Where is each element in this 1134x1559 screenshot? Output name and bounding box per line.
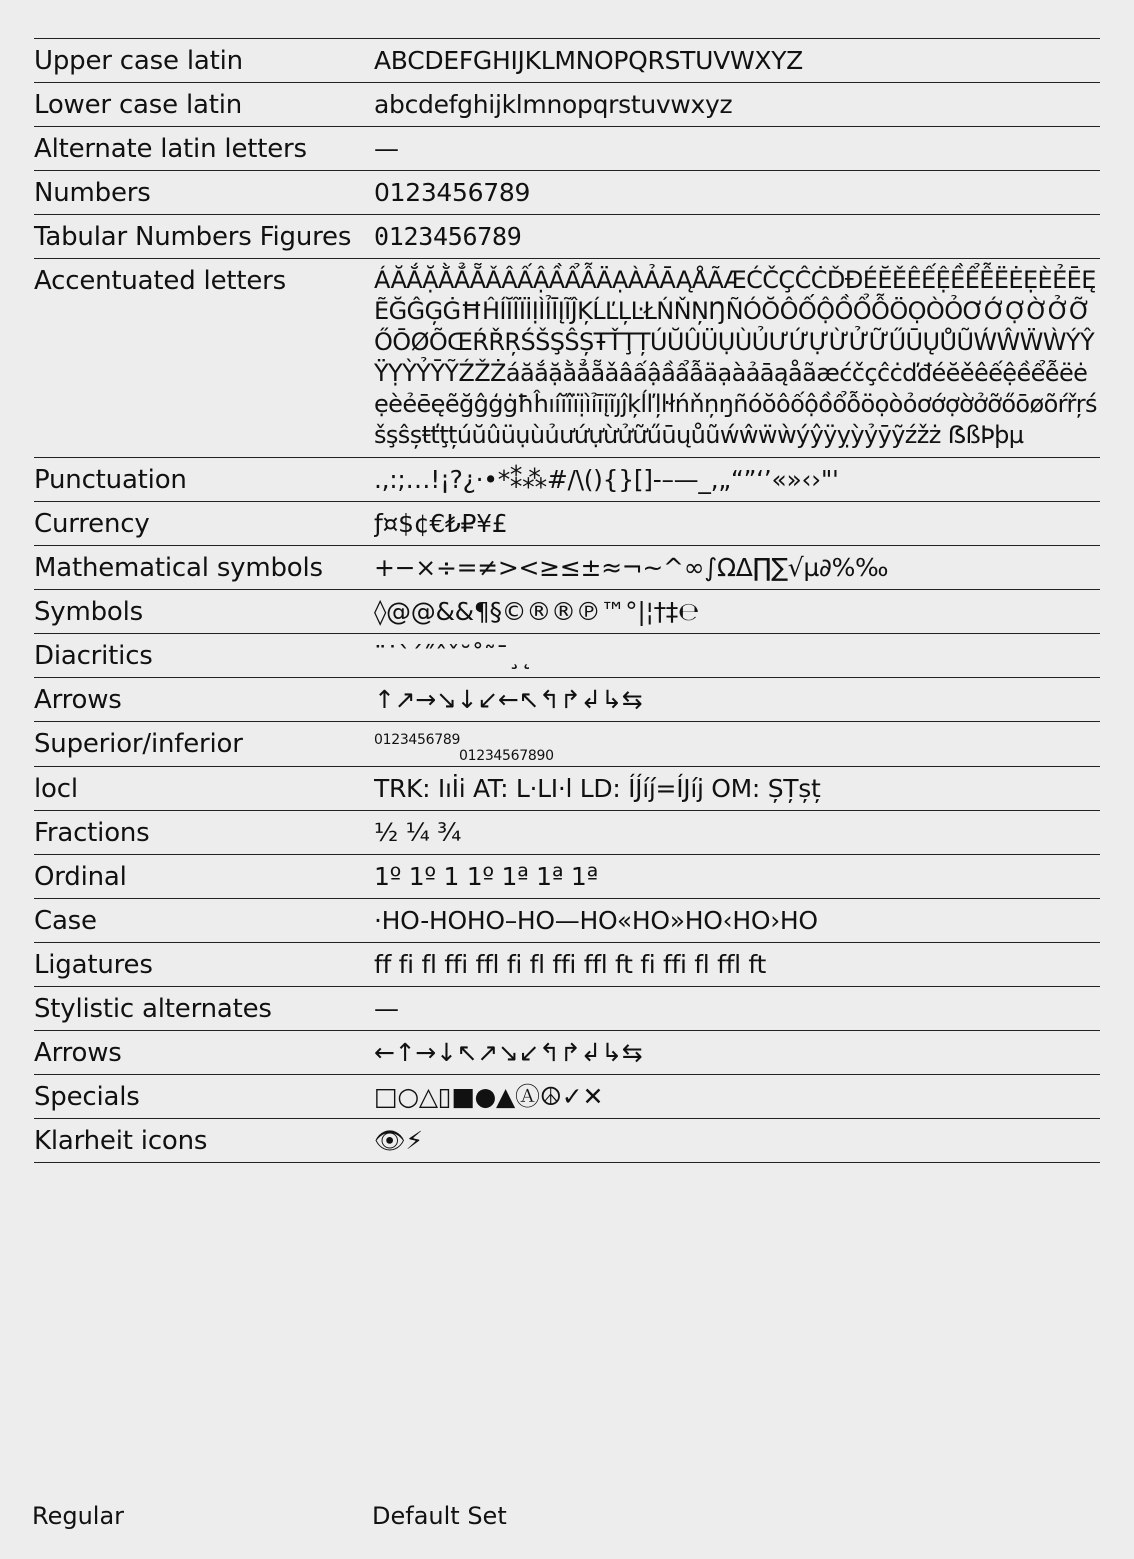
row-value: +−×÷=≠><≥≤±≈¬~^∞∫ΩΔ∏∑√µ∂%‰ bbox=[374, 553, 889, 582]
row-label: Numbers bbox=[34, 178, 151, 208]
row-label: locl bbox=[34, 774, 78, 804]
row-arrows-2 bbox=[34, 1030, 1100, 1074]
row-arrows bbox=[34, 677, 1100, 721]
row-value: 1º 1º 1 1º 1ª 1ª 1ª bbox=[374, 862, 598, 891]
row-case bbox=[34, 898, 1100, 942]
row-alternate-latin bbox=[34, 126, 1100, 170]
row-value: abcdefghijklmnopqrstuvwxyz bbox=[374, 90, 733, 119]
superior-figures: 0123456789 bbox=[374, 732, 461, 748]
row-value: ƒ¤$¢€₺₽¥£ bbox=[374, 509, 508, 538]
row-label: Lower case latin bbox=[34, 90, 243, 120]
row-label: Tabular Numbers Figures bbox=[34, 222, 352, 252]
character-set-name: Default Set bbox=[372, 1502, 507, 1530]
row-math bbox=[34, 545, 1100, 589]
row-label: Ligatures bbox=[34, 950, 153, 980]
row-punctuation bbox=[34, 457, 1100, 501]
row-value: TRK: Iıİi AT: L·LI·l LD: ÍJ́íj́=ÍJíj OM: ȘȚșț bbox=[374, 774, 821, 803]
glyph-table bbox=[34, 38, 1100, 1163]
row-label: Specials bbox=[34, 1082, 140, 1112]
row-value: ·HO-HOHO–HO—HO«HO»HO‹HO›HO bbox=[374, 906, 818, 935]
row-label: Upper case latin bbox=[34, 46, 243, 76]
row-label: Symbols bbox=[34, 597, 143, 627]
row-label: Ordinal bbox=[34, 862, 127, 892]
row-value bbox=[374, 722, 1100, 766]
row-value: □○△▯■●▲Ⓐ☮✓✕ bbox=[374, 1082, 604, 1111]
row-label: Fractions bbox=[34, 818, 150, 848]
row-fractions bbox=[34, 810, 1100, 854]
row-value: .,:;…!¡?¿·•*⁑⁂#/\(){}[]-–—_‚„“”‘’«»‹›"' bbox=[374, 465, 839, 494]
row-value: — bbox=[374, 994, 399, 1023]
row-symbols bbox=[34, 589, 1100, 633]
row-upper-case bbox=[34, 38, 1100, 82]
row-ordinal bbox=[34, 854, 1100, 898]
row-value: ↑↗→↘↓↙←↖↰↱↲↳⇆ bbox=[374, 685, 643, 714]
row-label: Klarheit icons bbox=[34, 1126, 208, 1156]
row-stylistic-alternates bbox=[34, 986, 1100, 1030]
row-locl bbox=[34, 766, 1100, 810]
row-klarheit-icons bbox=[34, 1118, 1100, 1163]
row-numbers bbox=[34, 170, 1100, 214]
row-label: Punctuation bbox=[34, 465, 187, 495]
row-value: 👁⚡ bbox=[374, 1126, 423, 1155]
font-weight-name: Regular bbox=[32, 1502, 125, 1530]
row-value: ff fi fl ffi ffl fi fl ffi ffl ft fi ffi fl ffl ft bbox=[374, 950, 766, 979]
row-value: ½ ¼ ¾ bbox=[374, 818, 462, 847]
row-accentuated bbox=[34, 258, 1100, 457]
row-label: Superior/inferior bbox=[34, 729, 243, 759]
row-lower-case bbox=[34, 82, 1100, 126]
footer bbox=[32, 1502, 1100, 1530]
row-label: Arrows bbox=[34, 1038, 122, 1068]
row-ligatures bbox=[34, 942, 1100, 986]
row-specials bbox=[34, 1074, 1100, 1118]
row-label: Stylistic alternates bbox=[34, 994, 272, 1024]
row-tabular-numbers bbox=[34, 214, 1100, 258]
row-label: Case bbox=[34, 906, 97, 936]
row-label: Diacritics bbox=[34, 641, 153, 671]
row-label: Arrows bbox=[34, 685, 122, 715]
row-value: — bbox=[374, 134, 399, 163]
row-label: Mathematical symbols bbox=[34, 553, 323, 583]
row-value: ¨˙`´˝ˆˇ˘˚˜¯¸˛ bbox=[374, 641, 533, 670]
row-value: 0123456789 bbox=[374, 222, 522, 251]
row-superior-inferior bbox=[34, 721, 1100, 766]
row-value: ABCDEFGHIJKLMNOPQRSTUVWXYZ bbox=[374, 46, 803, 75]
row-currency bbox=[34, 501, 1100, 545]
row-label: Currency bbox=[34, 509, 150, 539]
row-value: ◊@@&&¶§©®®℗™°|¦†‡℮ bbox=[374, 597, 700, 626]
inferior-figures: 01234567890 bbox=[459, 748, 554, 764]
row-value: ←↑→↓↖↗↘↙↰↱↲↳⇆ bbox=[374, 1038, 643, 1067]
row-value: ÁĂẮẶẰẲẴǍÂẤẬẦẨẪÄẠÀẢĀĄÅÃÆĆČÇĈĊĎĐÉĔĚÊẾỆỀỂỄËĖẸÈẺĒĘẼĞĜĢĠĦĤÍĬÎÏİỊÌỈĪĮĨĴĶĹĽĻĿŁŃŇŅŊÑÓŎÔỐỘỒỔỖÖỌÒỎƠỚỢỜỞỠŐŌØÕŒŔŘŖŚŠŞŜȘŦŤŢȚÚŬÛÜỤÙỦƯỨỰỪỬỮŰŪŲŮŨẂŴẄẀÝŶŸỴỲỶȲỸŹŽŻáăắặằẳẵǎâấậầẩẫäạàảāąåãæćčçĉċďđéĕěêếệềểễëėẹèẻēęẽğĝģġħĥıíĭîïịìỉīįĩȷĵķĺľļŀłńňņŋñóŏôốộồổỗöọòỏơớợờởỡőōøõŕřŗśšşŝșŧťţțúŭûüụùủưứựừửữűūųůũẃŵẅẁýŷÿỵỳỷȳỹźžż ẞßÞþµ bbox=[374, 266, 1097, 449]
row-label: Accentuated letters bbox=[34, 266, 286, 296]
row-diacritics bbox=[34, 633, 1100, 677]
row-value: 0123456789 bbox=[374, 178, 531, 207]
row-label: Alternate latin letters bbox=[34, 134, 307, 164]
